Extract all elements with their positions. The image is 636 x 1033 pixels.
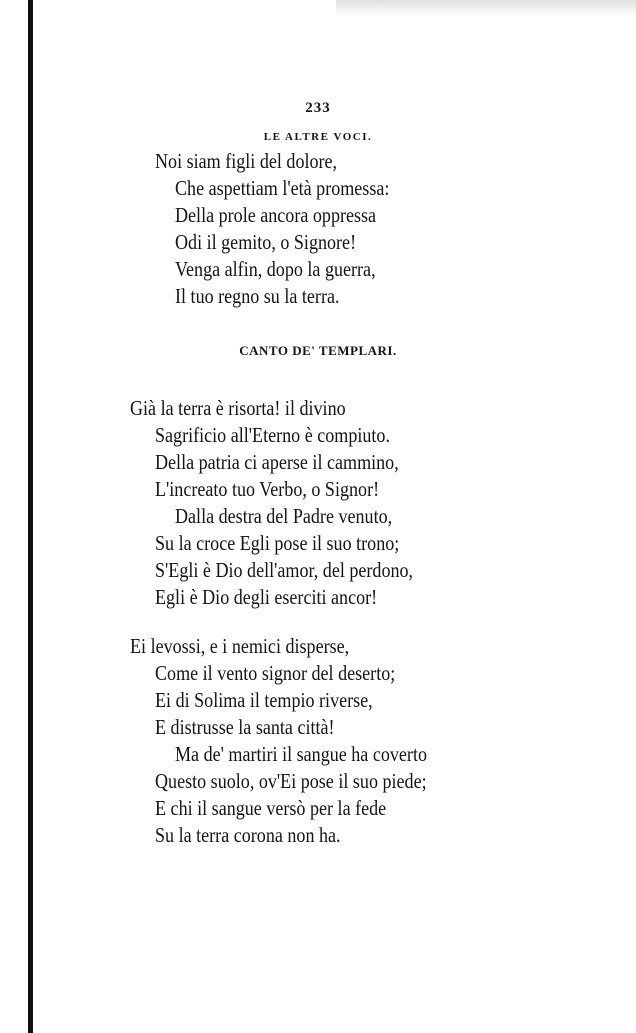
verse-line: Ma de' martiri il sangue ha coverto xyxy=(175,742,427,766)
verse-line: Egli è Dio degli eserciti ancor! xyxy=(155,585,378,609)
verse-line: Come il vento signor del deserto; xyxy=(155,661,396,685)
binding-edge xyxy=(28,0,33,1033)
verse-line: E chi il sangue versò per la fede xyxy=(155,796,387,820)
verse-line: Della patria ci aperse il cammino, xyxy=(155,450,399,474)
voices-heading: LE ALTRE VOCI. xyxy=(263,131,373,143)
verse-line: Questo suolo, ov'Ei pose il suo piede; xyxy=(155,769,427,793)
verse-line: Ei levossi, e i nemici disperse, xyxy=(130,634,350,658)
verse-line: Odi il gemito, o Signore! xyxy=(175,230,357,254)
verse-line: E distrusse la santa città! xyxy=(155,715,335,739)
scan-shadow xyxy=(336,0,636,16)
verse-line: Già la terra è risorta! il divino xyxy=(130,396,346,420)
verse-line: Dalla destra del Padre venuto, xyxy=(175,504,393,528)
verse-line: Venga alfin, dopo la guerra, xyxy=(175,257,376,281)
verse-line: Noi siam figli del dolore, xyxy=(155,149,338,173)
verse-line: Ei di Solima il tempio riverse, xyxy=(155,688,373,712)
verse-line: Su la croce Egli pose il suo trono; xyxy=(155,531,400,555)
canto-heading: CANTO DE' TEMPLARI. xyxy=(239,343,397,358)
verse-line: L'increato tuo Verbo, o Signor! xyxy=(155,477,380,501)
verse-line: Il tuo regno su la terra. xyxy=(175,284,340,308)
verse-line: S'Egli è Dio dell'amor, del perdono, xyxy=(155,558,414,582)
verse-line: Su la terra corona non ha. xyxy=(155,823,341,847)
verse-line: Sagrificio all'Eterno è compiuto. xyxy=(155,423,390,447)
verse-line: Che aspettiam l'età promessa: xyxy=(175,176,390,200)
page-number: 233 xyxy=(305,100,331,116)
verse-line: Della prole ancora oppressa xyxy=(175,203,377,227)
